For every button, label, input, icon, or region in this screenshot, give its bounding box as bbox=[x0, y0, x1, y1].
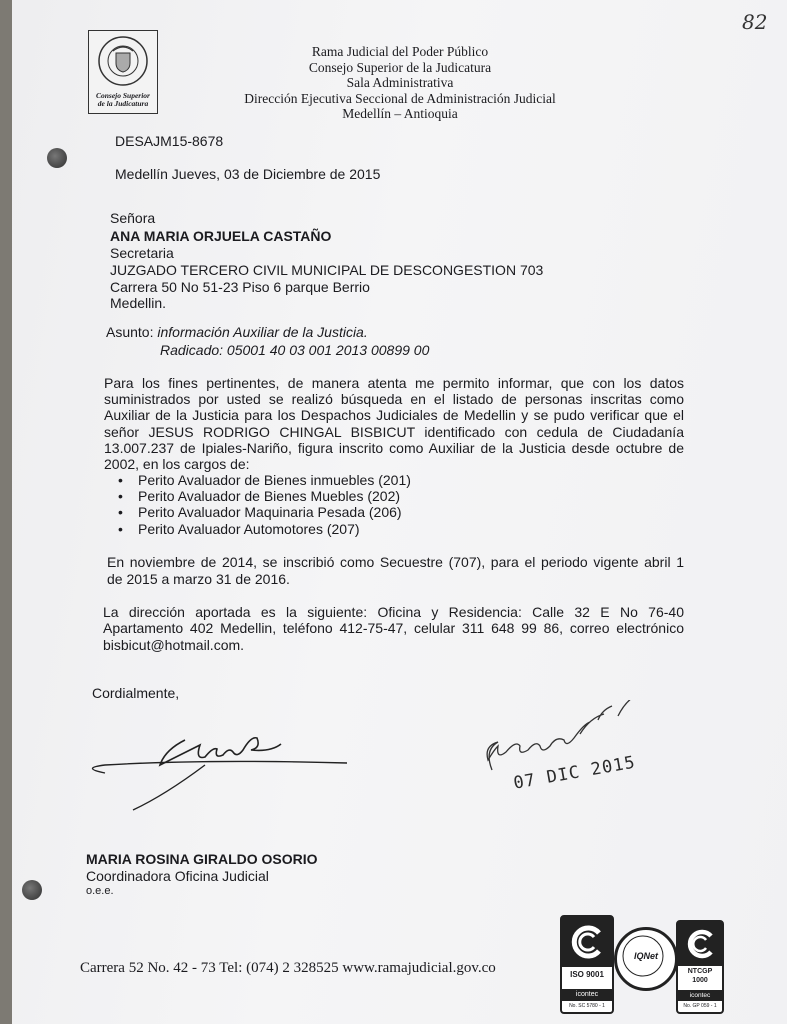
subject-text: información Auxiliar de la Justicia. bbox=[157, 324, 368, 340]
paragraph3-line: Apartamento 402 Medellin, teléfono 412-75-47, celular 311 648 99 86, correo electrónico bbox=[103, 620, 684, 636]
paragraph2-line: En noviembre de 2014, se inscribió como Secuestre (707), para el periodo vigente abril 1 bbox=[107, 554, 684, 570]
closing: Cordialmente, bbox=[92, 685, 180, 701]
icontec-logo-icon bbox=[562, 917, 612, 967]
paragraph3-line: La dirección aportada es la siguiente: Oficina y Residencia: Calle 32 E No 76-40 bbox=[103, 604, 684, 620]
signer-title: Coordinadora Oficina Judicial bbox=[86, 868, 269, 884]
header-line1: Rama Judicial del Poder Público bbox=[311, 44, 489, 59]
subject-label: Asunto: bbox=[106, 324, 154, 340]
recipient-office: JUZGADO TERCERO CIVIL MUNICIPAL DE DESCONGESTION 703 bbox=[110, 262, 544, 278]
recipient-salutation: Señora bbox=[110, 210, 156, 226]
ntc-code: No. GP 059 - 1 bbox=[683, 1003, 717, 1009]
recipient-role: Secretaria bbox=[110, 245, 174, 261]
logo-caption-line2: de la Judicatura bbox=[97, 99, 149, 108]
iso-brand: icontec bbox=[562, 989, 612, 1001]
recipient-address: Carrera 50 No 51-23 Piso 6 parque Berrio bbox=[110, 279, 370, 295]
ntc-label1: NTCGP bbox=[687, 968, 713, 975]
iqnet-label: IQNet bbox=[633, 951, 658, 961]
position-item: • Perito Avaluador de Bienes inmuebles (201) bbox=[118, 472, 411, 488]
letter-date: Medellín Jueves, 03 de Diciembre de 2015 bbox=[115, 166, 381, 182]
judiciary-logo bbox=[88, 30, 158, 114]
punch-hole-bottom bbox=[22, 880, 42, 900]
signer-initials: o.e.e. bbox=[86, 885, 114, 897]
position-item: • Perito Avaluador Automotores (207) bbox=[118, 521, 360, 537]
punch-hole-top bbox=[47, 148, 67, 168]
iso-code: No. SC 5780 - 1 bbox=[569, 1003, 605, 1009]
iso-label: ISO 9001 bbox=[570, 970, 604, 979]
position-item: • Perito Avaluador Maquinaria Pesada (206) bbox=[118, 504, 402, 520]
recipient-city: Medellin. bbox=[110, 295, 167, 311]
logo-caption-line1: Consejo Superior bbox=[96, 91, 150, 100]
iso-9001-badge bbox=[560, 915, 614, 1014]
header-line5: Medellín – Antioquia bbox=[342, 106, 458, 121]
icontec-logo-icon bbox=[678, 922, 722, 966]
coat-of-arms-icon bbox=[89, 31, 157, 93]
header-line3: Sala Administrativa bbox=[346, 75, 454, 90]
iqnet-badge bbox=[614, 927, 678, 991]
paragraph1-line: Auxiliar de la Justicia para los Despachos Judiciales de Medellin y se pudo verificar que el bbox=[104, 407, 684, 423]
reference-number: DESAJM15-8678 bbox=[115, 133, 224, 149]
received-date-stamp: 07 DIC 2015 bbox=[512, 752, 638, 794]
header-line2: Consejo Superior de la Judicatura bbox=[308, 60, 492, 75]
header-line4: Dirección Ejecutiva Seccional de Administración Judicial bbox=[244, 91, 556, 106]
ntc-brand: icontec bbox=[678, 990, 722, 1001]
paragraph3-line: bisbicut@hotmail.com. bbox=[103, 637, 245, 653]
handwritten-signature bbox=[85, 725, 355, 815]
footer-contact: Carrera 52 No. 42 - 73 Tel: (074) 2 328525 www.ramajudicial.gov.co bbox=[80, 960, 496, 976]
recipient-name: ANA MARIA ORJUELA CASTAÑO bbox=[110, 228, 332, 244]
paragraph1-line: 2002, en los cargos de: bbox=[104, 456, 250, 472]
position-item: • Perito Avaluador de Bienes Muebles (202) bbox=[118, 488, 400, 504]
subject-line bbox=[106, 324, 368, 340]
paragraph1-line: señor JESUS RODRIGO CHINGAL BISBICUT identificado con cedula de Ciudadanía bbox=[104, 424, 684, 440]
subject-radicado: Radicado: 05001 40 03 001 2013 00899 00 bbox=[160, 342, 430, 358]
paragraph1-line: 13.007.237 de Ipiales-Nariño, figura inscrito como Auxiliar de la Justicia desde octubre de bbox=[104, 440, 684, 456]
signer-name: MARIA ROSINA GIRALDO OSORIO bbox=[86, 851, 318, 867]
paragraph1-line: suministrados por usted se realizó búsqueda en el listado de personas inscritas como bbox=[104, 391, 684, 407]
paragraph2-line: de 2015 a marzo 31 de 2016. bbox=[107, 571, 290, 587]
page-number: 82 bbox=[742, 10, 768, 34]
ntcgp-1000-badge bbox=[676, 920, 724, 1014]
ntc-label2: 1000 bbox=[692, 977, 708, 984]
paragraph1-line: Para los fines pertinentes, de manera atenta me permito informar, que con los datos bbox=[104, 375, 684, 391]
